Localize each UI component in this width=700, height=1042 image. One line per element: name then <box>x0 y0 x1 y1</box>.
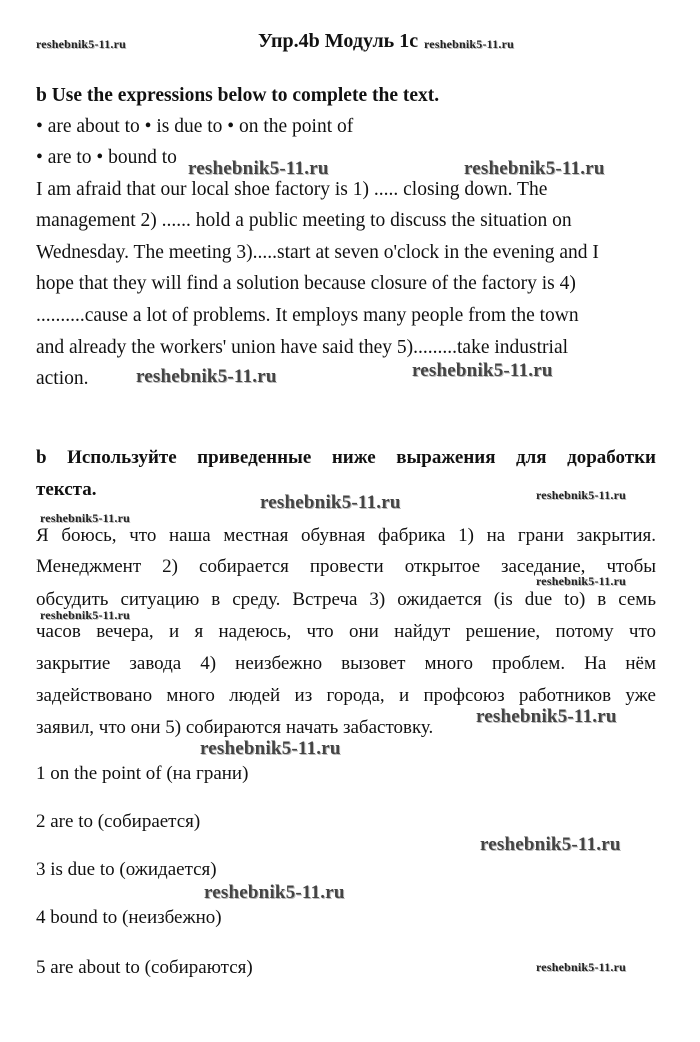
english-text-line: and already the workers' union have said they 5).........take industrial <box>36 337 569 358</box>
answer-item: 5 are about to (собираются) <box>36 957 253 978</box>
russian-text-line: Я боюсь, что наша местная обувная фабрика 1) на грани закрытия. <box>36 525 656 546</box>
russian-text-line: закрытие завода 4) неизбежно вызовет много проблем. На нём <box>36 653 656 674</box>
answer-item: 3 is due to (ожидается) <box>36 859 217 880</box>
russian-text-line: обсудить ситуацию в среду. Встреча 3) ожидается (is due to) в семь <box>36 589 656 610</box>
expressions-line-2: • are to • bound to <box>36 147 177 168</box>
page-title: Упр.4b Модуль 1c <box>258 30 419 52</box>
watermark: reshebnik5-11.ru <box>204 882 345 903</box>
answer-item: 1 on the point of (на грани) <box>36 763 249 784</box>
english-text-line: ..........cause a lot of problems. It employs many people from the town <box>36 305 579 326</box>
russian-instruction-line-1: b Используйте приведенные ниже выражения для доработки <box>36 447 656 468</box>
watermark-header-right: reshebnik5-11.ru <box>424 37 514 51</box>
watermark: reshebnik5-11.ru <box>136 366 277 387</box>
english-instruction: b Use the expressions below to complete the text. <box>36 85 440 106</box>
answer-item: 2 are to (собирается) <box>36 811 201 832</box>
russian-text-line: часов вечера, и я надеюсь, что они найдут решение, потому что <box>36 621 656 642</box>
watermark: reshebnik5-11.ru <box>188 158 329 179</box>
russian-instruction-line-2: текста. <box>36 479 97 500</box>
watermark-header-left: reshebnik5-11.ru <box>36 37 126 51</box>
russian-text-line: заявил, что они 5) собираются начать забастовку. <box>36 717 434 738</box>
answer-item: 4 bound to (неизбежно) <box>36 907 222 928</box>
watermark: reshebnik5-11.ru <box>536 488 626 502</box>
watermark: reshebnik5-11.ru <box>480 834 621 855</box>
russian-text-line: задействовано много людей из города, и профсоюз работников уже <box>36 685 656 706</box>
watermark: reshebnik5-11.ru <box>412 360 553 381</box>
watermark: reshebnik5-11.ru <box>200 738 341 759</box>
watermark: reshebnik5-11.ru <box>536 960 626 974</box>
watermark: reshebnik5-11.ru <box>40 608 130 622</box>
english-text-line: action. <box>36 368 89 389</box>
english-text-line: management 2) ...... hold a public meeting to discuss the situation on <box>36 210 572 231</box>
expressions-line-1: • are about to • is due to • on the point of <box>36 116 354 137</box>
russian-text-line: Менеджмент 2) собирается провести открытое заседание, чтобы <box>36 556 656 577</box>
watermark: reshebnik5-11.ru <box>536 574 626 588</box>
watermark: reshebnik5-11.ru <box>476 706 617 727</box>
english-text-line: I am afraid that our local shoe factory is 1) ..... closing down. The <box>36 179 548 200</box>
english-text-line: hope that they will find a solution because closure of the factory is 4) <box>36 273 576 294</box>
watermark: reshebnik5-11.ru <box>464 158 605 179</box>
watermark: reshebnik5-11.ru <box>260 492 401 513</box>
watermark: reshebnik5-11.ru <box>40 511 130 525</box>
english-text-line: Wednesday. The meeting 3).....start at seven o'clock in the evening and I <box>36 242 599 263</box>
